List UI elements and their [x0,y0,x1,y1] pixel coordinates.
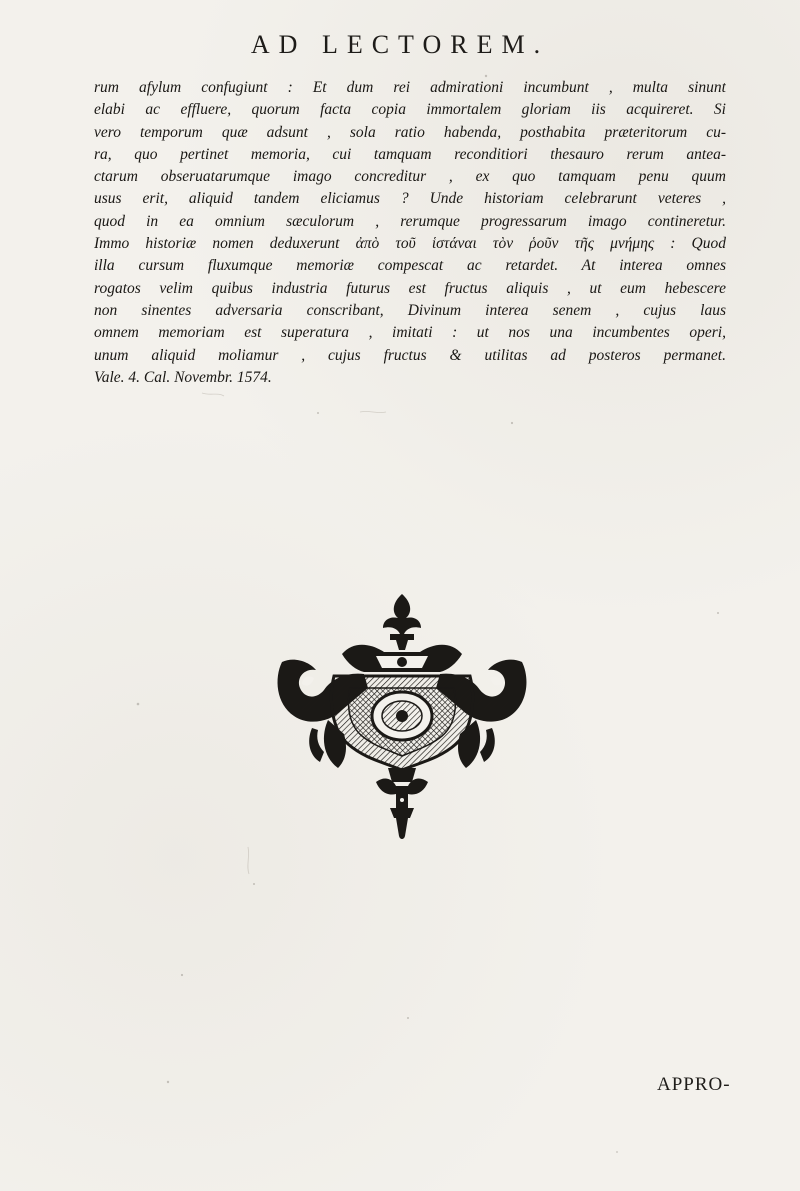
text-line: ra, quo pertinet memoria, cui tamquam reconditiori thesauro rerum antea- [94,145,726,163]
text-line: vero temporum quæ adsunt , sola ratio habenda, posthabita præteritorum cu- [94,123,726,141]
text-line: unum aliquid moliamur , cujus fructus & utilitas ad posteros permanet. [94,346,726,364]
text-line: Immo historiæ nomen deduxerunt ἀπὸ τοῦ ἱστάναι τὸν ῥοῦν τῆς μνήμης : Quod [94,235,726,253]
catchword: APPRO- [657,1074,731,1095]
text-line: elabi ac effluere, quorum facta copia immortalem gloriam iis acquireret. Si [94,101,726,119]
preface-text [94,77,726,389]
text-line: quod in ea omnium sæculorum , rerumque progressarum imago contineretur. [94,212,726,230]
text-line: usus erit, aliquid tandem eliciamus ? Unde historiam celebrarunt veteres , [94,190,726,208]
text-line: illa cursum fluxumque memoriæ compescat ac retardet. At interea omnes [94,257,726,275]
lower-pendant [376,768,428,839]
text-line: rum afylum confugiunt : Et dum rei admirationi incumbunt , multa sinunt [94,79,726,96]
text-line: rogatos velim quibus industria futurus est fructus aliquis , ut eum hebescere [94,279,726,297]
closing-date-line: Vale. 4. Cal. Novembr. 1574. [94,368,272,386]
text-line: omnem memoriam est superatura , imitati : ut nos una incumbentes operi, [94,324,726,342]
central-shield [331,676,472,770]
running-header: AD LECTOREM. [250,30,550,59]
printers-ornament-icon [272,592,532,844]
text-line: non sinentes adversaria conscribant, Divinum interea senem , cujus laus [94,301,726,319]
text-line: ctarum obseruatarumque imago concreditur , ex quo tamquam penu quum [94,168,726,186]
crown-fleuron [383,594,421,650]
